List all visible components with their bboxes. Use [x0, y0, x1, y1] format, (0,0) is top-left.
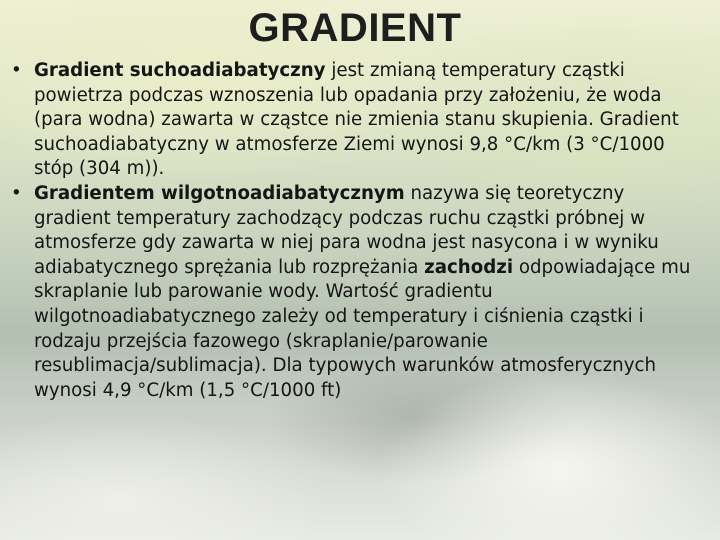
bullet-item-moist-gradient [10, 182, 706, 403]
bullet-item-dry-gradient [10, 59, 706, 182]
bullet-emphasis: zachodzi [424, 256, 514, 278]
bullet-text: nazywa się teoretyczny gradient temperatury zachodzący podczas ruchu cząstki próbnej w atmosferze gdy zawarta w niej para wodna jest nasycona i w wyniku adiabatycznego sprężania lub rozprężania [34, 182, 659, 278]
bullet-term: Gradientem wilgotnoadiabatycznym [34, 182, 405, 204]
slide-title: GRADIENT [248, 6, 462, 50]
bullet-list [10, 59, 706, 403]
bullet-marker: • [11, 60, 22, 81]
bullet-text: odpowiadające mu skraplanie lub parowanie wody. Wartość gradientu wilgotnoadiabatycznego zależy od temperatury i ciśnienia cząstki i rodzaju przejścia fazowego (skraplanie/parowanie resublimacja/sublimacja). Dla typowych warunków atmosferycznych wynosi 4,9 °C/km (1,5 °C/1000 ft) [34, 256, 691, 401]
bullet-term: Gradient suchoadiabatyczny [34, 60, 326, 81]
bullet-marker: • [11, 182, 22, 204]
bullet-text: jest zmianą temperatury cząstki powietrza podczas wznoszenia lub opadania przy założeniu, że woda (para wodna) zawarta w cząstce nie zmienia stanu skupienia. Gradient suchoadiabatyczny w atmosferze Ziemi wynosi 9,8 °C/km (3 °C/1000 stóp (304 m)). [34, 60, 679, 180]
